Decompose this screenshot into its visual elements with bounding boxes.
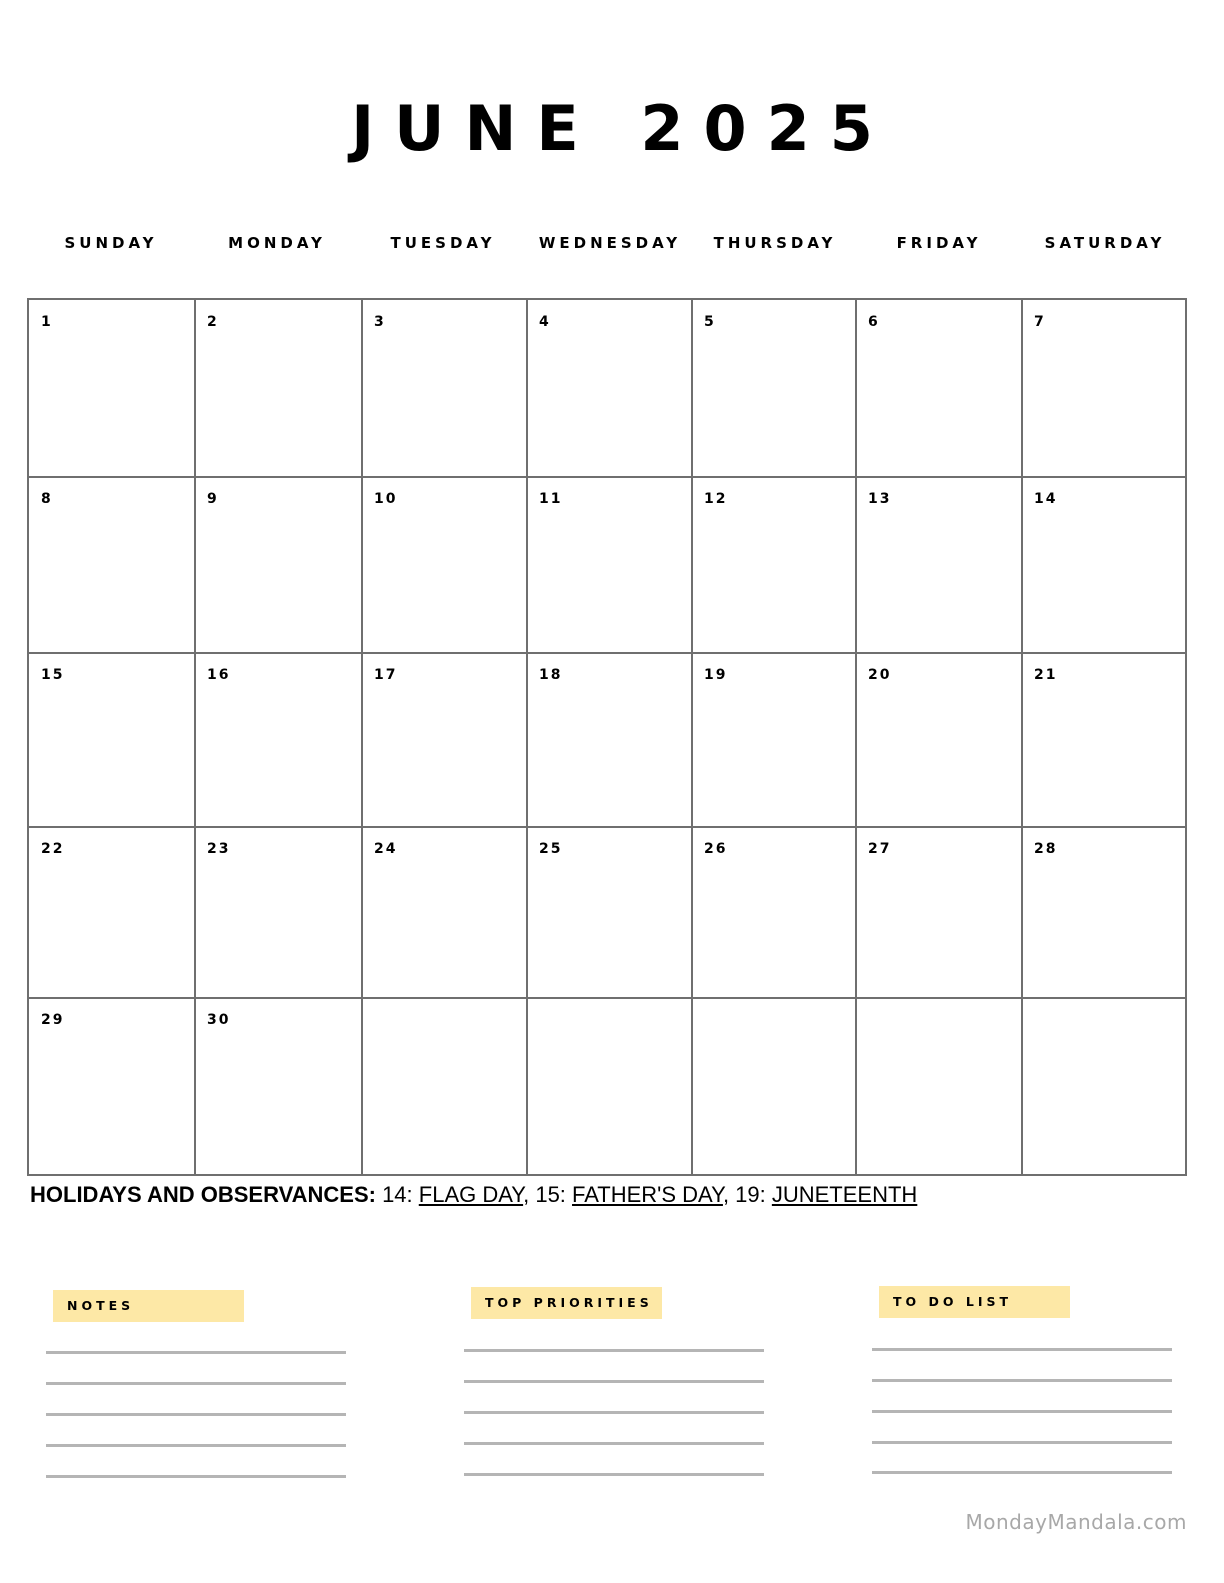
day-number: 11 — [539, 491, 563, 507]
day-cell[interactable] — [1022, 300, 1185, 477]
day-number: 27 — [868, 841, 892, 857]
day-cell[interactable] — [527, 300, 692, 477]
empty-day-cell[interactable] — [527, 998, 692, 1174]
priorities-line[interactable] — [464, 1380, 764, 1383]
day-number: 9 — [207, 491, 219, 507]
notes-label: NOTES — [53, 1290, 244, 1322]
day-number: 28 — [1034, 841, 1058, 857]
day-number: 1 — [41, 314, 53, 330]
holiday-prefix: 14: — [375, 1182, 419, 1207]
holidays-line — [30, 1182, 917, 1208]
notes-line[interactable] — [46, 1444, 346, 1447]
day-number: 29 — [41, 1012, 65, 1028]
day-number: 4 — [539, 314, 551, 330]
day-cell[interactable] — [1022, 477, 1185, 653]
top-priorities-label: TOP PRIORITIES — [471, 1287, 662, 1319]
holidays-heading: HOLIDAYS AND OBSERVANCES: — [30, 1182, 376, 1207]
day-cell[interactable] — [195, 477, 362, 653]
todo-line[interactable] — [872, 1379, 1172, 1382]
day-cell[interactable] — [1022, 827, 1185, 998]
day-cell[interactable] — [527, 827, 692, 998]
page-title: JUNE 2025 — [351, 92, 893, 165]
day-cell[interactable] — [856, 653, 1022, 827]
day-cell[interactable] — [692, 300, 856, 477]
day-number: 20 — [868, 667, 892, 683]
day-number: 24 — [374, 841, 398, 857]
todo-label: TO DO LIST — [879, 1286, 1070, 1318]
day-cell[interactable] — [362, 300, 527, 477]
weekday-header-row — [28, 234, 1188, 256]
day-number: 10 — [374, 491, 398, 507]
day-cell[interactable] — [29, 300, 195, 477]
holiday-prefix: , 19: — [722, 1182, 772, 1207]
day-number: 22 — [41, 841, 65, 857]
day-number: 23 — [207, 841, 231, 857]
footer-brand: MondayMandala.com — [965, 1510, 1187, 1534]
notes-line[interactable] — [46, 1413, 346, 1416]
day-number: 13 — [868, 491, 892, 507]
holiday-link-flag-day[interactable]: FLAG DAY — [418, 1182, 524, 1207]
holiday-link-juneteenth[interactable]: JUNETEENTH — [771, 1182, 918, 1207]
day-number: 30 — [207, 1012, 231, 1028]
day-cell[interactable] — [362, 477, 527, 653]
day-number: 16 — [207, 667, 231, 683]
empty-day-cell[interactable] — [856, 998, 1022, 1174]
day-cell[interactable] — [856, 477, 1022, 653]
day-number: 25 — [539, 841, 563, 857]
weekday-monday: MONDAY — [228, 234, 326, 252]
day-number: 26 — [704, 841, 728, 857]
priorities-line[interactable] — [464, 1442, 764, 1445]
day-number: 5 — [704, 314, 716, 330]
day-number: 8 — [41, 491, 53, 507]
day-number: 19 — [704, 667, 728, 683]
day-cell[interactable] — [362, 653, 527, 827]
todo-line[interactable] — [872, 1410, 1172, 1413]
todo-line[interactable] — [872, 1471, 1172, 1474]
day-cell[interactable] — [692, 827, 856, 998]
day-cell[interactable] — [692, 477, 856, 653]
day-number: 12 — [704, 491, 728, 507]
weekday-wednesday: WEDNESDAY — [538, 234, 682, 252]
notes-line[interactable] — [46, 1475, 346, 1478]
empty-day-cell[interactable] — [692, 998, 856, 1174]
day-cell[interactable] — [527, 477, 692, 653]
day-number: 14 — [1034, 491, 1058, 507]
day-cell[interactable] — [692, 653, 856, 827]
day-number: 2 — [207, 314, 219, 330]
day-number: 7 — [1034, 314, 1046, 330]
day-cell[interactable] — [856, 827, 1022, 998]
holiday-prefix: , 15: — [523, 1182, 573, 1207]
day-number: 3 — [374, 314, 386, 330]
day-number: 18 — [539, 667, 563, 683]
weekday-thursday: THURSDAY — [713, 234, 837, 252]
day-cell[interactable] — [856, 300, 1022, 477]
day-number: 17 — [374, 667, 398, 683]
holiday-link-fathers-day[interactable]: FATHER'S DAY — [572, 1182, 723, 1207]
priorities-line[interactable] — [464, 1349, 764, 1352]
day-cell[interactable] — [29, 998, 195, 1174]
day-cell[interactable] — [29, 477, 195, 653]
weekday-saturday: SATURDAY — [1044, 234, 1166, 252]
todo-line[interactable] — [872, 1441, 1172, 1444]
day-cell[interactable] — [195, 653, 362, 827]
priorities-line[interactable] — [464, 1411, 764, 1414]
notes-line[interactable] — [46, 1382, 346, 1385]
weekday-tuesday: TUESDAY — [390, 234, 496, 252]
day-cell[interactable] — [29, 827, 195, 998]
day-cell[interactable] — [1022, 653, 1185, 827]
empty-day-cell[interactable] — [1022, 998, 1185, 1174]
day-cell[interactable] — [362, 827, 527, 998]
day-cell[interactable] — [29, 653, 195, 827]
day-number: 21 — [1034, 667, 1058, 683]
weekday-friday: FRIDAY — [896, 234, 982, 252]
priorities-line[interactable] — [464, 1473, 764, 1476]
notes-line[interactable] — [46, 1351, 346, 1354]
day-cell[interactable] — [195, 827, 362, 998]
calendar-grid — [27, 298, 1187, 1176]
day-cell[interactable] — [195, 998, 362, 1174]
weekday-sunday: SUNDAY — [64, 234, 158, 252]
day-cell[interactable] — [195, 300, 362, 477]
day-number: 6 — [868, 314, 880, 330]
day-cell[interactable] — [527, 653, 692, 827]
todo-line[interactable] — [872, 1348, 1172, 1351]
empty-day-cell[interactable] — [362, 998, 527, 1174]
day-number: 15 — [41, 667, 65, 683]
